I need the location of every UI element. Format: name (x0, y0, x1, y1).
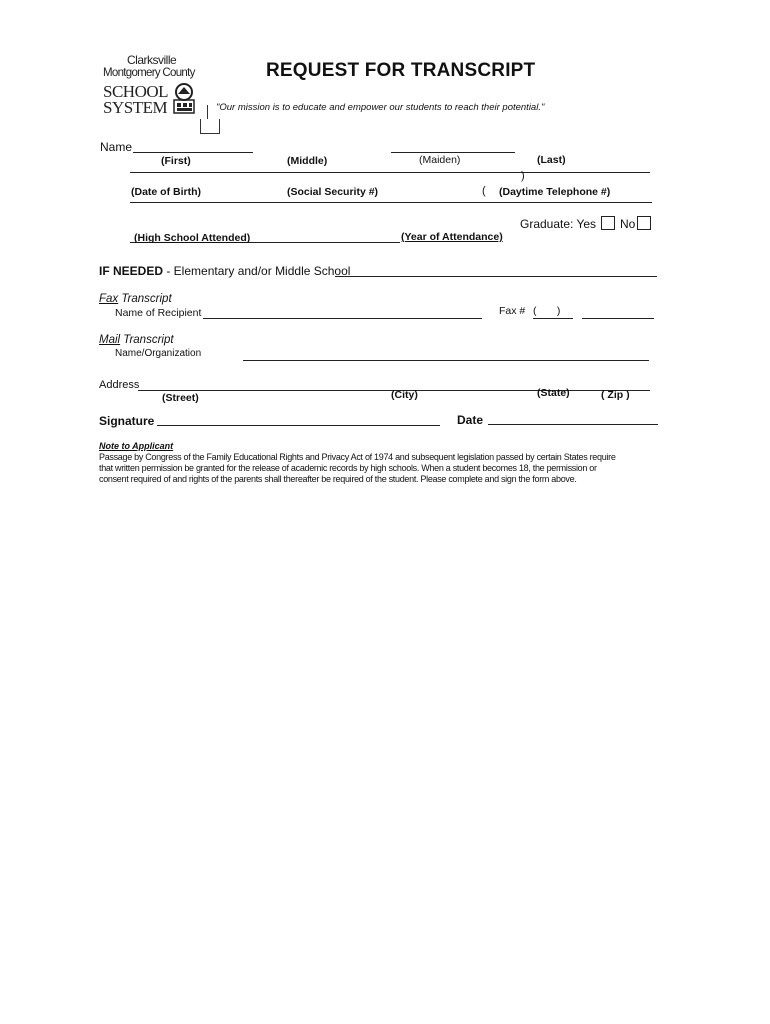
organization-line[interactable] (243, 360, 649, 361)
last-name-caption: (Last) (537, 154, 566, 166)
high-school-caption: (High School Attended) (134, 232, 251, 244)
fax-heading-rest: Transcript (118, 293, 172, 305)
name-label: Name (100, 140, 133, 154)
phone-paren-close: ) (521, 170, 525, 182)
if-needed-bold: IF NEEDED (99, 264, 164, 278)
mission-statement: "Our mission is to educate and empower our students to reach their potential." (216, 102, 545, 113)
if-needed-rest: - Elementary and/or Middle School (163, 264, 351, 278)
page-title: REQUEST FOR TRANSCRIPT (266, 60, 536, 81)
signature-label: Signature (99, 414, 155, 428)
middle-name-caption: (Middle) (287, 155, 328, 167)
name-first-line[interactable] (133, 152, 253, 153)
signature-line[interactable] (157, 425, 440, 426)
graduate-no-label: No (620, 217, 636, 231)
date-label: Date (457, 413, 484, 427)
organization-label: Name/Organization (115, 348, 202, 359)
if-needed-heading (99, 264, 350, 278)
logo-line-school: SCHOOL (103, 82, 169, 101)
fax-area-line[interactable] (533, 318, 573, 319)
fax-area-code: ( ) (533, 305, 561, 317)
logo-line-system: SYSTEM (103, 98, 168, 117)
graduate-yes-checkbox[interactable] (601, 216, 615, 230)
school-system-logo (103, 54, 213, 116)
small-box-mark (200, 119, 220, 134)
dob-caption: (Date of Birth) (131, 186, 201, 198)
phone-caption: (Daytime Telephone #) (499, 186, 611, 198)
fax-transcript-heading (99, 293, 172, 305)
zip-caption: ( Zip ) (601, 389, 630, 401)
note-line-2: that written permission be granted for the release of academic records by high schools. When a student becomes 18, the permission or (99, 463, 597, 473)
city-caption: (City) (391, 389, 418, 401)
graduate-label: Graduate: Yes (520, 217, 597, 231)
id-row-underline[interactable] (130, 202, 652, 203)
schoolhouse-emblem-icon (173, 82, 197, 114)
ssn-caption: (Social Security #) (287, 186, 379, 198)
vertical-tick (207, 105, 208, 119)
if-needed-line[interactable] (335, 276, 657, 277)
mail-heading-rest: Transcript (120, 334, 174, 346)
logo-line-county: Montgomery County (103, 67, 195, 79)
state-caption: (State) (537, 387, 570, 399)
date-line[interactable] (488, 424, 658, 425)
name-maiden-line[interactable] (391, 152, 515, 153)
fax-number-label: Fax # (499, 305, 526, 317)
recipient-label: Name of Recipient (115, 307, 202, 319)
year-of-attendance-caption: (Year of Attendance) (401, 231, 503, 243)
note-line-1: Passage by Congress of the Family Educational Rights and Privacy Act of 1974 and subsequent legislation passed by certain States require (99, 452, 616, 462)
address-label: Address (99, 379, 140, 391)
phone-paren-open: ( (482, 185, 486, 197)
maiden-name-caption: (Maiden) (419, 154, 461, 166)
name-row-underline[interactable] (130, 172, 650, 173)
mail-transcript-heading (99, 334, 174, 346)
logo-line-clarksville: Clarksville (127, 53, 177, 67)
fax-word: Fax (99, 293, 119, 305)
street-caption: (Street) (162, 392, 199, 404)
recipient-line[interactable] (203, 318, 482, 319)
note-heading: Note to Applicant (99, 441, 174, 451)
note-line-3: consent required of and rights of the parents shall thereafter be required of the student. Please complete and sign the form above. (99, 474, 577, 484)
first-name-caption: (First) (161, 155, 191, 167)
fax-number-line[interactable] (582, 318, 654, 319)
graduate-no-checkbox[interactable] (637, 216, 651, 230)
mail-word: Mail (99, 334, 121, 346)
